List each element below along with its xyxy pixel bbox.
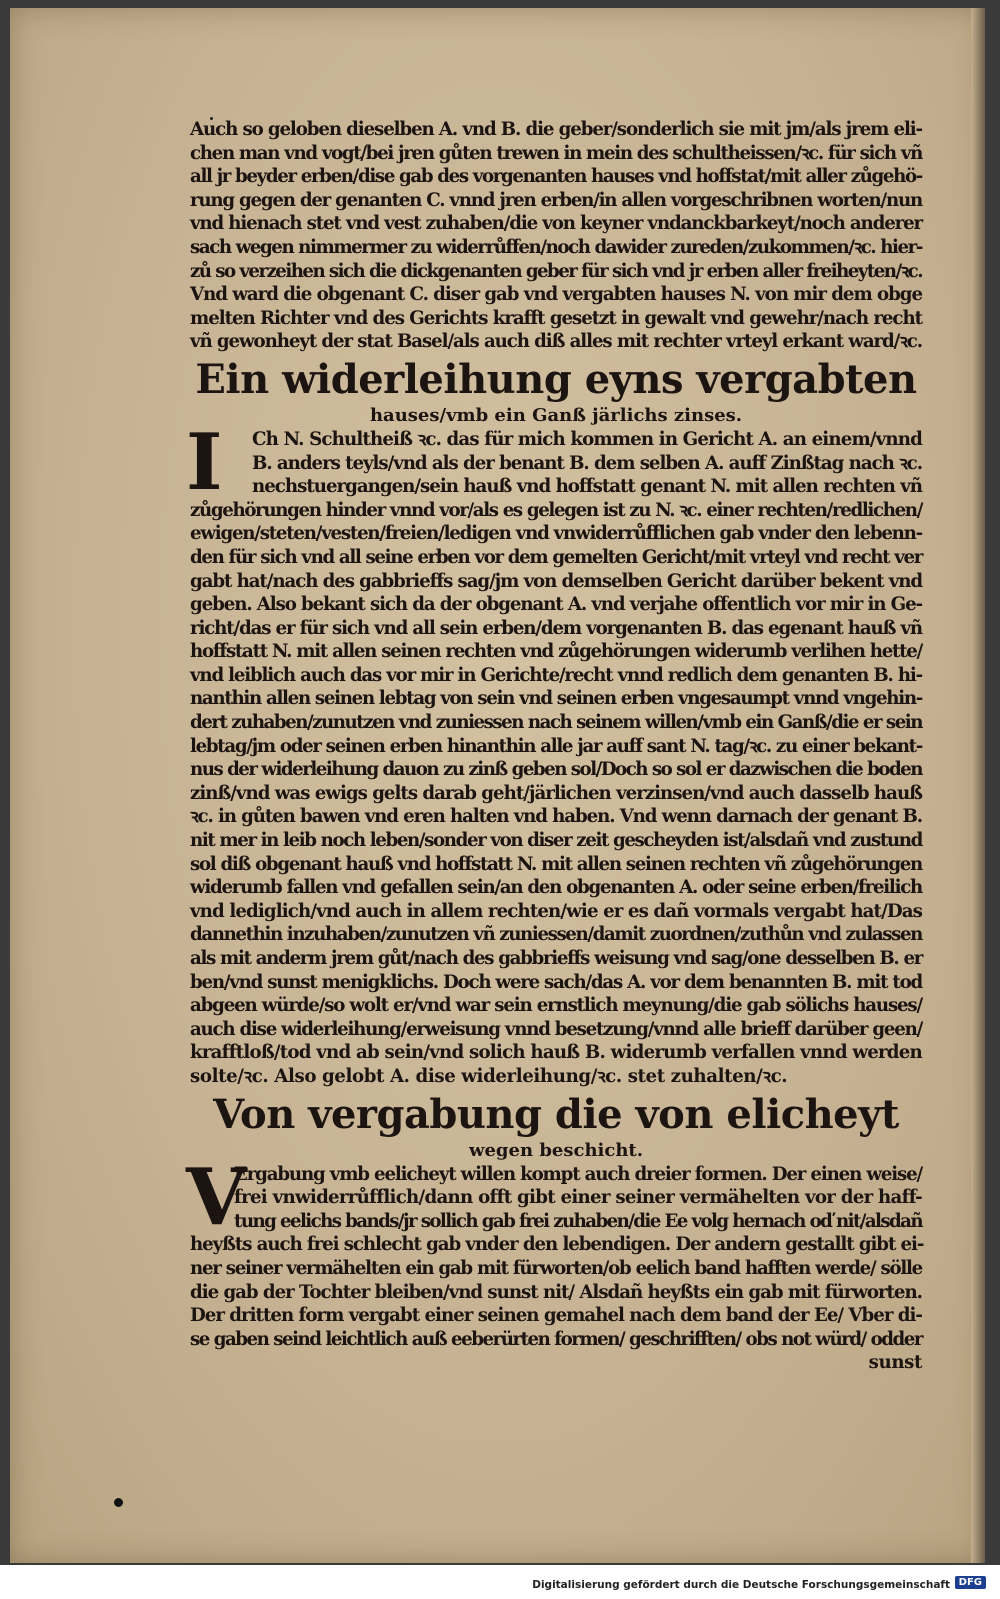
text-line: vñ gewonheyt der stat Basel/als auch diß alles mit rechter vrteyl erkant ward/ꝛc. (190, 331, 922, 353)
text-line: tung eelichs bands/jr sollich gab frei zuhaben/die Ee volg hernach oď nit/alsdañ (234, 1210, 922, 1232)
text-line: lebtag/jm oder seinen erben hinanthin alle jar auff sant N. tag/ꝛc. zu einer bekant- (190, 735, 922, 757)
text-line: richt/das er für sich vnd all sein erben/dem vorgenanten B. das egenant hauß vñ (190, 617, 922, 639)
ink-dot (114, 1498, 123, 1507)
section-continuation (190, 118, 922, 354)
text-line: die gab der Tochter bleiben/vnd sunst nit/ Alsdañ heyßts ein gab mit fürworten. (190, 1281, 922, 1303)
text-line: vnd lediglich/vnd auch in allem rechten/wie er es dañ vormals vergabt hat/Das (190, 900, 922, 922)
text-line: nus der widerleihung dauon zu zinß geben sol/Doch so sol er dazwischen die boden (190, 759, 922, 781)
text-line: Der dritten form vergabt einer seinen gemahel nach dem band der Ee/ Vber di- (190, 1305, 922, 1327)
text-line: als mit anderm jrem gůt/nach des gabbrieffs weisung vnd sag/one desselben B. er (190, 948, 922, 969)
footer-credit: Digitalisierung gefördert durch die Deutsche Forschungsgemeinschaft (532, 1579, 950, 1591)
text-line: nechstuergangen/sein hauß vnd hoffstatt genant N. mit allen rechten vñ (252, 476, 922, 498)
text-line: frei vnwiderrůfflich/dann offt gibt einer seiner vermähelten vor der haff- (234, 1187, 922, 1209)
text-line: gabt hat/nach des gabbrieffs sag/jm von demselben Gericht darüber bekent vnd (190, 570, 922, 592)
dropcap-initial: V (186, 1151, 247, 1243)
dfg-logo: DFG (955, 1576, 986, 1589)
footer-bar (0, 1565, 1000, 1599)
text-line: melten Richter vnd des Gerichts krafft gesetzt in gewalt vnd gewehr/nach recht (190, 307, 922, 329)
section-subheading-vergabung: wegen beschicht. (468, 1139, 644, 1161)
text-line: solte/ꝛc. Also gelobt A. dise widerleihung/ꝛc. stet zuhalten/ꝛc. (190, 1065, 788, 1087)
text-line: B. anders teyls/vnd als der benant B. dem selben A. auff Zinßtag nach ꝛc. (252, 452, 922, 474)
text-line: geben. Also bekant sich da der obgenant A. vnd verjahe offentlich vor mir in Ge- (190, 594, 922, 616)
text-line: hoffstatt N. mit allen seinen rechten vnd zůgehörungen widerumb verlihen hette/ (190, 641, 922, 663)
text-line: ewigen/steten/vesten/freien/ledigen vnd vnwiderrůfflichen gab vnder den lebenn- (190, 523, 922, 545)
text-line: dert zuhaben/zunutzen vnd zuniessen nach seinem willen/vmb ein Ganß/die er sein (190, 712, 922, 734)
text-line: auch dise widerleihung/erweisung vnnd besetzung/vnnd alle brieff darüber geen/ (190, 1018, 922, 1040)
dropcap-initial: I (186, 416, 223, 508)
text-line: vnd hienach stet vnd vest zuhaben/die von keyner vndanckbarkeyt/noch anderer (190, 213, 922, 235)
text-line: Vnd ward die obgenant C. diser gab vnd vergabten hauses N. von mir dem obge (190, 284, 922, 306)
text-line: zůgehörungen hinder vnnd vor/als es gelegen ist zu N. ꝛc. einer rechten/redlichen/ (190, 499, 922, 521)
text-line: chen man vnd vogt/bei jren gůten trewen in mein des schultheissen/ꝛc. für sich vñ (190, 142, 922, 164)
text-line: ner seiner vermähelten ein gab mit fürworten/ob eelich band hafften werde/ sölle (190, 1257, 922, 1279)
text-line: Ergabung vmb eelicheyt willen kompt auch dreier formen. Der einen weise/ (234, 1163, 923, 1185)
dropcap-paragraph (186, 416, 922, 508)
section-heading-widerleihung: Ein widerleihung eyns vergabten (195, 355, 917, 403)
text-line: krafftloß/tod vnd ab sein/vnd solich hauß B. widerumb verfallen vnnd werden (190, 1042, 922, 1064)
text-line: abgeen würde/so wolt er/vnd war sein ernstlich meynung/die gab sölichs hauses/ (190, 995, 922, 1017)
text-line: sol diß obgenant hauß vnd hoffstatt N. mit allen seinen rechten vñ zůgehörungen (190, 853, 922, 875)
section-body-widerleihung (190, 499, 922, 1089)
text-line: zinß/vnd was ewigs gelts darab geht/järlichen verzinsen/vnd auch dasselb hauß (190, 782, 922, 804)
text-line: nanthin allen seinen lebtag von sein vnd seinen erben vngesaumpt vnnd vngehin- (190, 688, 922, 710)
text-line: all jr beyder erben/dise gab des vorgenanten hauses vnd hoffstat/mit aller zůgehö- (190, 166, 922, 188)
text-line: vnd leiblich auch das vor mir in Gerichte/recht vnnd redlich dem genanten B. hi- (190, 664, 922, 686)
page-text-block (186, 118, 924, 1375)
text-line: ben/vnd sunst menigklichs. Doch were sach/das A. vor dem benannten B. mit tod (190, 971, 922, 993)
section-body-vergabung (190, 1233, 922, 1351)
text-line: den für sich vnd all seine erben vor dem gemelten Gericht/mit vrteyl vnd recht ver (190, 546, 922, 568)
text-line: dannethin inzuhaben/zunutzen vñ zuniessen/damit zuordnen/zuthůn vnd zulassen (190, 924, 922, 946)
text-line: Ch N. Schultheiß ꝛc. das für mich kommen in Gericht A. an einem/vnnd (252, 428, 922, 450)
text-line: rung gegen der genanten C. vnnd jren erben/in allen vorgeschribnen worten/nun (190, 189, 922, 211)
text-line: heyßts auch frei schlecht gab vnder den lebendigen. Der andern gestallt gibt ei- (190, 1234, 924, 1256)
text-line: sach wegen nimmermer zu widerrůffen/noch dawider zureden/zukommen/ꝛc. hier- (190, 236, 922, 258)
text-line: Auch so geloben dieselben A. vnd B. die geber/sonderlich sie mit jm/als jrem eli- (190, 119, 922, 140)
dropcap-paragraph (186, 1151, 923, 1243)
text-line: ꝛc. in gůten bawen vnd eren halten vnd haben. Vnd wenn darnach der genant B. (190, 806, 922, 828)
text-line: widerumb fallen vnd gefallen sein/an den obgenanten A. oder seine erben/freilich (190, 877, 922, 899)
text-line: nit mer in leib noch leben/sonder von diser zeit gescheyden ist/alsdañ vnd zustund (190, 830, 922, 852)
section-heading-vergabung: Von vergabung die von elicheyt (213, 1090, 899, 1138)
page-edge-shadow (971, 8, 985, 1563)
catchword: sunst (868, 1352, 922, 1374)
section-subheading-widerleihung: hauses/vmb ein Ganß järlichs zinses. (369, 404, 743, 426)
text-line: zů so verzeihen sich die dickgenanten geber für sich vnd jr erben aller freiheyten/ꝛc. (190, 260, 922, 282)
text-line: se gaben seind leichtlich auß eeberürten formen/ geschrifften/ obs not würd/ odder (190, 1328, 922, 1350)
